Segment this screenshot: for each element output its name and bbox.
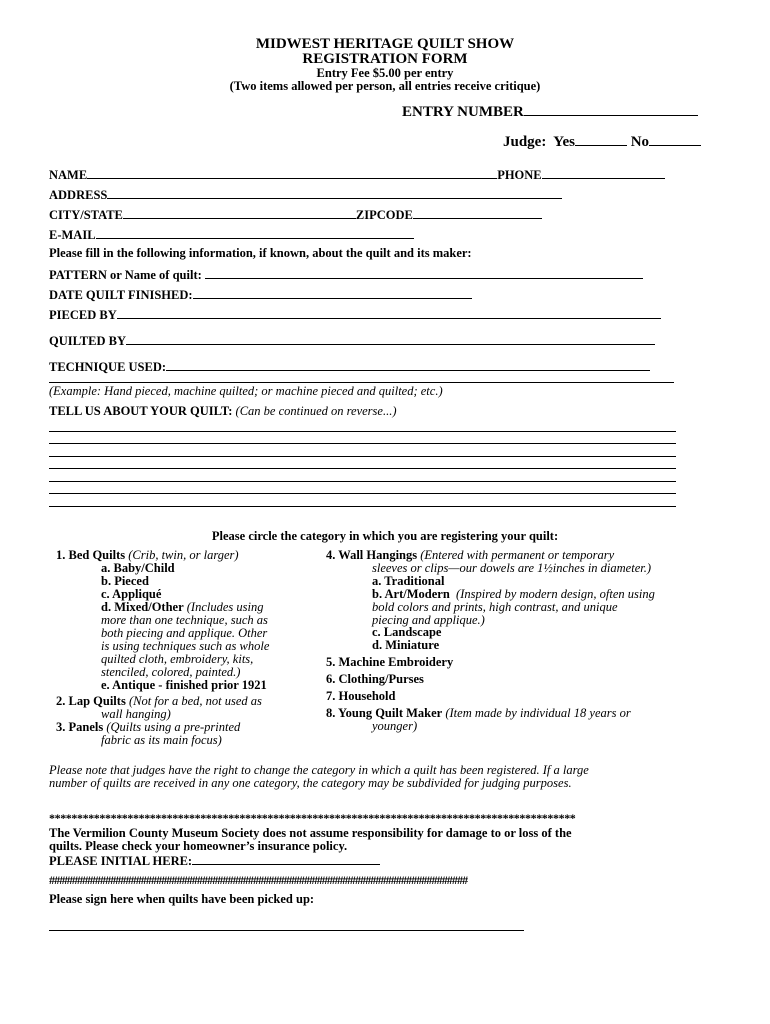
category-note: wall hanging) xyxy=(101,707,171,721)
technique-extra-line[interactable] xyxy=(49,382,674,383)
tell-us-line[interactable] xyxy=(49,506,676,507)
entry-number-label: ENTRY NUMBER xyxy=(402,104,524,120)
category-note: (Crib, twin, or larger) xyxy=(128,548,239,562)
subcategory-title: b. Art/Modern xyxy=(372,587,450,601)
email-label: E-MAIL xyxy=(49,228,96,242)
form-title: MIDWEST HERITAGE QUILT SHOW xyxy=(255,36,515,52)
date-finished-field[interactable] xyxy=(193,286,472,299)
disclaimer-line: The Vermilion County Museum Society does not assume responsibility for damage to or loss of the xyxy=(49,826,572,840)
initial-field[interactable] xyxy=(192,852,380,865)
category-machine-embroidery[interactable]: 5. Machine Embroidery xyxy=(326,655,454,669)
email-field[interactable] xyxy=(96,226,414,239)
judge-yes-field[interactable] xyxy=(575,133,627,146)
category-note: sleeves or clips—our dowels are 1½inches in diameter.) xyxy=(372,561,652,575)
pieced-by-field[interactable] xyxy=(117,306,661,319)
subcategory-note: both piecing and applique. Other xyxy=(101,626,268,640)
name-row xyxy=(49,166,665,183)
subcategory-note: is using techniques such as whole xyxy=(101,639,270,653)
judge-row xyxy=(503,133,701,151)
category-note: younger) xyxy=(372,719,418,733)
city-state-label: CITY/STATE xyxy=(49,208,123,222)
phone-label: PHONE xyxy=(497,168,542,182)
pattern-field[interactable] xyxy=(205,266,643,279)
entry-note: (Two items allowed per person, all entries receive critique) xyxy=(229,79,541,93)
name-field[interactable] xyxy=(87,166,497,179)
subcategory-landscape[interactable]: c. Landscape xyxy=(372,625,442,639)
asterisk-divider: ********************************************************************************************** xyxy=(49,811,576,825)
entry-number-row xyxy=(402,103,698,121)
quilted-by-field[interactable] xyxy=(126,332,655,345)
subcategory-baby-child[interactable]: a. Baby/Child xyxy=(101,561,175,575)
subcategory-note: quilted cloth, embroidery, kits, xyxy=(101,652,254,666)
email-row xyxy=(49,226,414,243)
judge-yes-label: Yes xyxy=(553,134,575,150)
pattern-label: PATTERN or Name of quilt: xyxy=(49,268,202,282)
category-note: (Entered with permanent or temporary xyxy=(420,548,615,562)
tell-us-line[interactable] xyxy=(49,481,676,482)
address-row xyxy=(49,186,562,203)
pieced-by-label: PIECED BY xyxy=(49,308,117,322)
subcategory-note: more than one technique, such as xyxy=(101,613,268,627)
date-row xyxy=(49,286,472,303)
subcategory-pieced[interactable]: b. Pieced xyxy=(101,574,149,588)
address-field[interactable] xyxy=(107,186,562,199)
category-clothing-purses[interactable]: 6. Clothing/Purses xyxy=(326,672,424,686)
category-note: (Quilts using a pre-printed xyxy=(106,720,241,734)
subcategory-note: (Includes using xyxy=(186,600,264,614)
subcategory-note: piecing and applique.) xyxy=(372,613,485,627)
zipcode-field[interactable] xyxy=(413,206,542,219)
category-title: 3. Panels xyxy=(56,720,104,734)
tell-us-line[interactable] xyxy=(49,493,676,494)
subcategory-note: stenciled, colored, painted.) xyxy=(101,665,241,679)
category-prompt: Please circle the category in which you are registering your quilt: xyxy=(211,529,559,543)
pickup-signature-line[interactable] xyxy=(49,930,524,931)
info-prompt: Please fill in the following information, if known, about the quilt and its maker: xyxy=(49,246,472,260)
judges-note-line: number of quilts are received in any one category, the category may be subdivided for judging purposes. xyxy=(49,776,572,790)
technique-field[interactable] xyxy=(166,358,650,371)
subcategory-traditional[interactable]: a. Traditional xyxy=(372,574,445,588)
category-household[interactable]: 7. Household xyxy=(326,689,396,703)
hash-divider: ################################################################################## xyxy=(49,873,468,887)
tell-us-line[interactable] xyxy=(49,431,676,432)
pieced-row xyxy=(49,306,661,323)
form-subtitle: REGISTRATION FORM xyxy=(302,51,468,67)
subcategory-title: d. Mixed/Other xyxy=(101,600,184,614)
quilted-by-label: QUILTED BY xyxy=(49,334,126,348)
pattern-row xyxy=(49,266,643,283)
category-title: 8. Young Quilt Maker xyxy=(326,706,443,720)
tell-us-note: (Can be continued on reverse...) xyxy=(235,404,397,418)
technique-row xyxy=(49,358,650,375)
city-state-field[interactable] xyxy=(123,206,356,219)
category-title: 1. Bed Quilts xyxy=(56,548,126,562)
pickup-label: Please sign here when quilts have been picked up: xyxy=(49,892,315,906)
subcategory-note: (Inspired by modern design, often using xyxy=(456,587,655,601)
initial-label: PLEASE INITIAL HERE: xyxy=(49,854,193,868)
category-note: (Not for a bed, not used as xyxy=(128,694,262,708)
tell-us-label: TELL US ABOUT YOUR QUILT: xyxy=(49,404,233,418)
subcategory-note: bold colors and prints, high contrast, and unique xyxy=(372,600,618,614)
category-note: (Item made by individual 18 years or xyxy=(445,706,631,720)
category-title: 4. Wall Hangings xyxy=(326,548,418,562)
subcategory-miniature[interactable]: d. Miniature xyxy=(372,638,440,652)
name-label: NAME xyxy=(49,168,88,182)
phone-field[interactable] xyxy=(542,166,665,179)
initial-row xyxy=(49,852,380,869)
city-row xyxy=(49,206,542,223)
judge-label: Judge: xyxy=(503,134,547,150)
address-label: ADDRESS xyxy=(49,188,108,202)
subcategory-applique[interactable]: c. Appliqué xyxy=(101,587,162,601)
judge-no-label: No xyxy=(630,134,650,150)
category-title: 2. Lap Quilts xyxy=(56,694,126,708)
tell-us-line[interactable] xyxy=(49,468,676,469)
technique-example: (Example: Hand pieced, machine quilted; or machine pieced and quilted; etc.) xyxy=(49,384,443,398)
technique-label: TECHNIQUE USED: xyxy=(49,360,167,374)
entry-number-field[interactable] xyxy=(524,103,698,116)
tell-us-row xyxy=(49,404,396,419)
date-finished-label: DATE QUILT FINISHED: xyxy=(49,288,193,302)
disclaimer-line: quilts. Please check your homeowner’s insurance policy. xyxy=(49,839,348,853)
entry-fee: Entry Fee $5.00 per entry xyxy=(316,66,454,80)
subcategory-antique[interactable]: e. Antique - finished prior 1921 xyxy=(101,678,267,692)
zipcode-label: ZIPCODE xyxy=(355,208,413,222)
tell-us-line[interactable] xyxy=(49,456,676,457)
category-note: fabric as its main focus) xyxy=(101,733,222,747)
quilted-row xyxy=(49,332,655,349)
tell-us-line[interactable] xyxy=(49,443,676,444)
judge-no-field[interactable] xyxy=(649,133,701,146)
judges-note-line: Please note that judges have the right to change the category in which a quilt has been registered. If a large xyxy=(49,763,589,777)
